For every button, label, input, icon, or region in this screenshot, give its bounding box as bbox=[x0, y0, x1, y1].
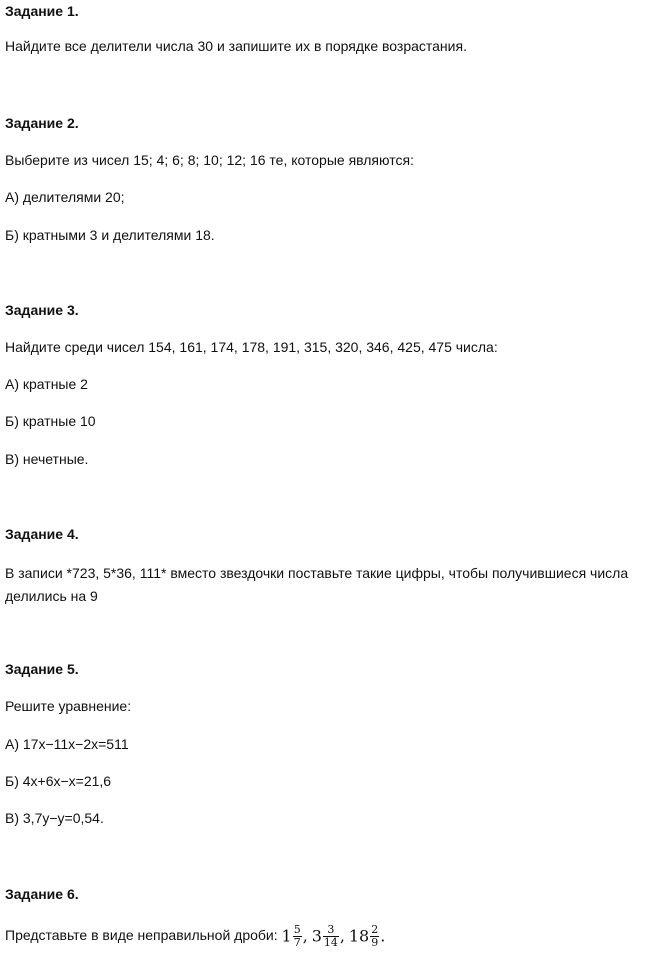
task-2-title: Задание 2. bbox=[5, 115, 79, 131]
task-3-item-a: А) кратные 2 bbox=[5, 376, 88, 392]
mixed-number-2-whole: 3 bbox=[311, 926, 322, 946]
mixed-number-3-fraction bbox=[370, 924, 379, 949]
task-5-text: Решите уравнение: bbox=[5, 698, 132, 714]
task-5-title: Задание 5. bbox=[5, 661, 79, 677]
fraction-3-denominator: 9 bbox=[371, 935, 379, 949]
task-1-title: Задание 1. bbox=[5, 3, 79, 19]
separator-comma-2: , bbox=[339, 926, 345, 946]
fraction-1-denominator: 7 bbox=[293, 935, 301, 949]
mixed-number-3-whole: 18 bbox=[348, 926, 370, 946]
task-6-title: Задание 6. bbox=[5, 886, 79, 902]
task-6-text-line bbox=[5, 918, 385, 953]
task-4-title: Задание 4. bbox=[5, 526, 79, 542]
task-4-text: В записи *723, 5*36, 111* вместо звездочки поставьте такие цифры, чтобы получившиеся числа делились на 9 bbox=[5, 565, 629, 604]
task-3-item-c: В) нечетные. bbox=[5, 451, 89, 467]
task-2-item-b: Б) кратными 3 и делителями 18. bbox=[5, 227, 215, 243]
mixed-number-2-fraction bbox=[323, 924, 339, 949]
task-3-title: Задание 3. bbox=[5, 302, 79, 318]
task-1-text: Найдите все делители числа 30 и запишите их в порядке возрастания. bbox=[5, 38, 467, 54]
separator-comma-1: , bbox=[302, 926, 308, 946]
task-2-item-a: А) делителями 20; bbox=[5, 189, 125, 205]
task-3-item-b: Б) кратные 10 bbox=[5, 413, 96, 429]
fraction-1-numerator: 5 bbox=[293, 922, 301, 936]
task-5-item-a: А) 17x−11x−2x=511 bbox=[5, 736, 129, 752]
end-period: . bbox=[380, 926, 386, 946]
task-3-text: Найдите среди чисел 154, 161, 174, 178, 191, 315, 320, 346, 425, 475 числа: bbox=[5, 339, 498, 355]
task-5-item-b: Б) 4x+6x−x=21,6 bbox=[5, 773, 112, 789]
fraction-2-numerator: 3 bbox=[323, 924, 339, 937]
task-6-text: Представьте в виде неправильной дроби: bbox=[5, 927, 278, 943]
mixed-number-1-fraction bbox=[293, 924, 302, 949]
fraction-3-numerator: 2 bbox=[371, 922, 379, 936]
task-5-item-c: В) 3,7y−y=0,54. bbox=[5, 810, 104, 826]
task-2-text: Выберите из чисел 15; 4; 6; 8; 10; 12; 16 те, которые являются: bbox=[5, 152, 414, 168]
fraction-2-denominator: 14 bbox=[323, 935, 338, 949]
mixed-number-1-whole: 1 bbox=[281, 926, 292, 946]
